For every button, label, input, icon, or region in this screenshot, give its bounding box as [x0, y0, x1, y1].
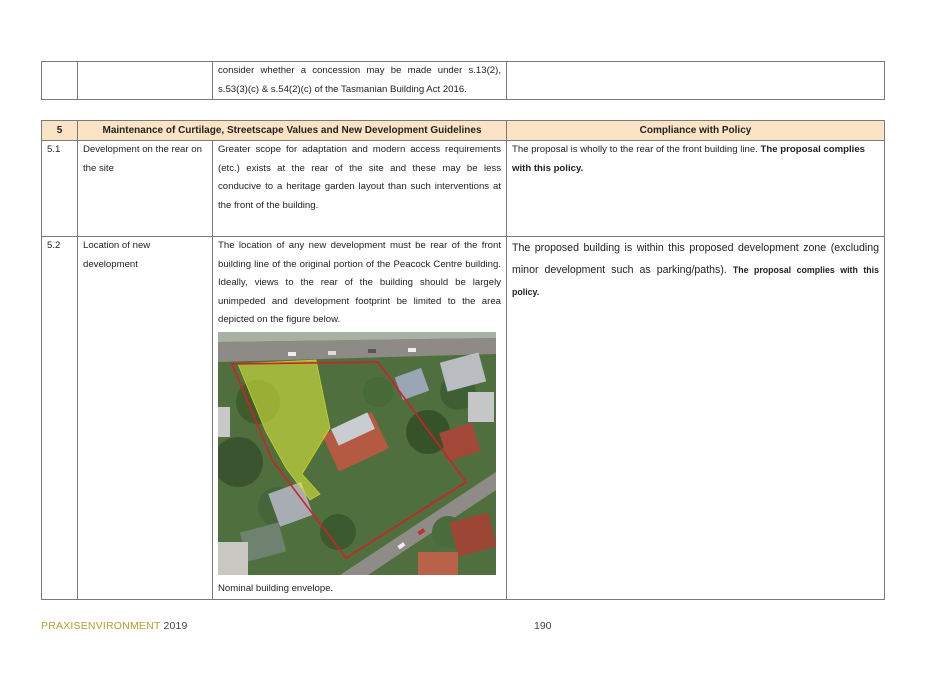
cell-empty: [507, 62, 885, 100]
section-number: 5: [42, 121, 78, 141]
cell-empty: [78, 62, 213, 100]
guideline-text: The location of any new development must be rear of the front building line of the original portion of the Peacock Centre building. Ideally, views to the rear of the building should be largely unimpeded and development footprint be limited to the area depicted on the figure below.: [218, 240, 501, 325]
figure-caption: Nominal building envelope.: [218, 582, 334, 594]
brand-name: PRAXISENVIRONMENT: [41, 620, 161, 632]
table-row: [42, 237, 885, 600]
compliance-header: Compliance with Policy: [507, 121, 885, 141]
table-row: [42, 141, 885, 237]
table-header: [42, 121, 885, 141]
previous-table: [41, 61, 885, 100]
compliance-verdict: The proposal complies with this policy.: [512, 265, 879, 297]
row-topic: Development on the rear on the site: [78, 141, 213, 237]
section-title: Maintenance of Curtilage, Streetscape Values and New Development Guidelines: [78, 121, 507, 141]
footer-brand: [41, 620, 188, 632]
row-guideline: [213, 237, 507, 600]
table-row: [42, 62, 885, 100]
row-guideline: Greater scope for adaptation and modern access requirements (etc.) exists at the rear of the site and these may be less conducive to a heritage garden layout than such interventions at the front of the building.: [213, 141, 507, 237]
aerial-site-photo: [218, 332, 496, 575]
footer-year: 2019: [163, 620, 188, 632]
compliance-text: The proposed building is within this proposed development zone (excluding minor development such as parking/paths).: [512, 242, 879, 276]
row-compliance: [507, 237, 885, 600]
row-number: 5.2: [42, 237, 78, 600]
row-topic: Location of new development: [78, 237, 213, 600]
row-compliance: [507, 141, 885, 237]
cell-empty: [42, 62, 78, 100]
compliance-verdict: The proposal complies with this policy.: [512, 144, 866, 174]
guideline-text: consider whether a concession may be made under s.13(2), s.53(3)(c) & s.54(2)(c) of the Tasmanian Building Act 2016.: [213, 62, 507, 100]
compliance-text: The proposal is wholly to the rear of the front building line.: [512, 144, 758, 155]
guidelines-table: [41, 120, 885, 600]
row-number: 5.1: [42, 141, 78, 237]
page-number: 190: [534, 620, 552, 632]
